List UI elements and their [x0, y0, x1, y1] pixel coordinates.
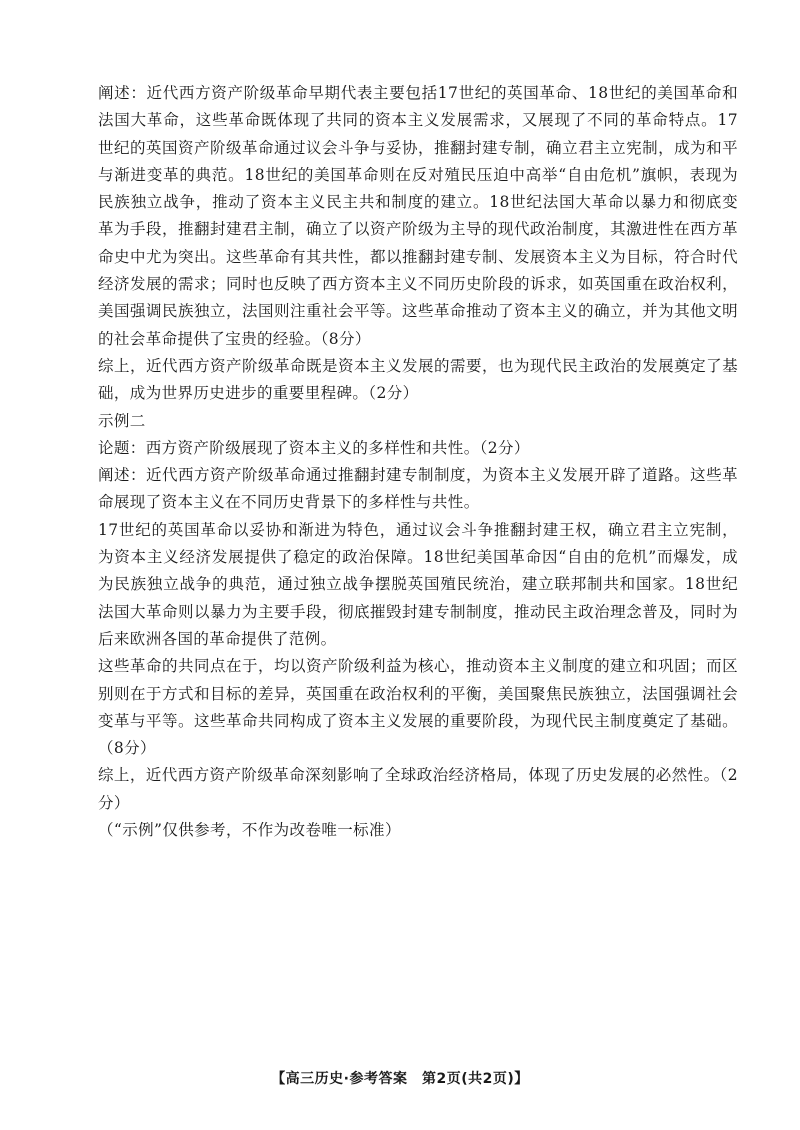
elaboration-paragraph-1: 阐述：近代西方资产阶级革命早期代表主要包括17世纪的英国革命、18世纪的美国革命和法国大革命，这些革命既体现了共同的资本主义发展需求，又展现了不同的革命特点。17世纪的英国资产阶级革命通过议会斗争与妥协，推翻封建专制，确立君主立宪制，成为和平与渐进变革的典范。18世纪的美国革命则在反对殖民压迫中高举“自由危机”旗帜，表现为民族独立战争，推动了资本主义民主共和制度的建立。18世纪法国大革命以暴力和彻底变革为手段，推翻封建君主制，确立了以资产阶级为主导的现代政治制度，其激进性在西方革命史中尤为突出。这些革命有其共性，都以推翻封建专制、发展资本主义为目标，符合时代经济发展的需求；同时也反映了西方资本主义不同历史阶段的诉求，如英国重在政治权利，美国强调民族独立，法国则注重社会平等。这些革命推动了资本主义的确立，并为其他文明的社会革命提供了宝贵的经验。（8分） [98, 84, 738, 348]
summary-paragraph-2: 综上，近代西方资产阶级革命深刻影响了全球政治经济格局，体现了历史发展的必然性。（2分） [98, 766, 738, 812]
thesis-paragraph-2: 论题：西方资产阶级展现了资本主义的多样性和共性。（2分） [98, 438, 530, 457]
commonalities-paragraph: 这些革命的共同点在于，均以资产阶级利益为核心，推动资本主义制度的建立和巩固；而区别则在于方式和目标的差异，英国重在政治权利的平衡，美国聚焦民族独立，法国强调社会变革与平等。这些革命共同构成了资本主义发展的重要阶段，为现代民主制度奠定了基础。（8分） [98, 657, 738, 758]
reference-note: （“示例”仅供参考，不作为改卷唯一标准） [98, 821, 401, 840]
revolutions-detail-paragraph: 17世纪的英国革命以妥协和渐进为特色，通过议会斗争推翻封建王权，确立君主立宪制，为资本主义经济发展提供了稳定的政治保障。18世纪美国革命因“自由的危机”而爆发，成为民族独立战争的典范，通过独立战争摆脱英国殖民统治，建立联邦制共和国家。18世纪法国大革命则以暴力为主要手段，彻底摧毁封建专制制度，推动民主政治理念普及，同时为后来欧洲各国的革命提供了范例。 [98, 520, 738, 648]
page-footer: 【高三历史·参考答案 第2页(共2页)】 [271, 1071, 529, 1087]
elaboration-paragraph-2: 阐述：近代西方资产阶级革命通过推翻封建专制制度，为资本主义发展开辟了道路。这些革命展现了资本主义在不同历史背景下的多样性与共性。 [98, 466, 738, 512]
summary-paragraph-1: 综上，近代西方资产阶级革命既是资本主义发展的需要，也为现代民主政治的发展奠定了基础，成为世界历史进步的重要里程碑。（2分） [98, 356, 738, 403]
answer-text-block [98, 80, 738, 844]
example-two-heading: 示例二 [98, 411, 146, 430]
